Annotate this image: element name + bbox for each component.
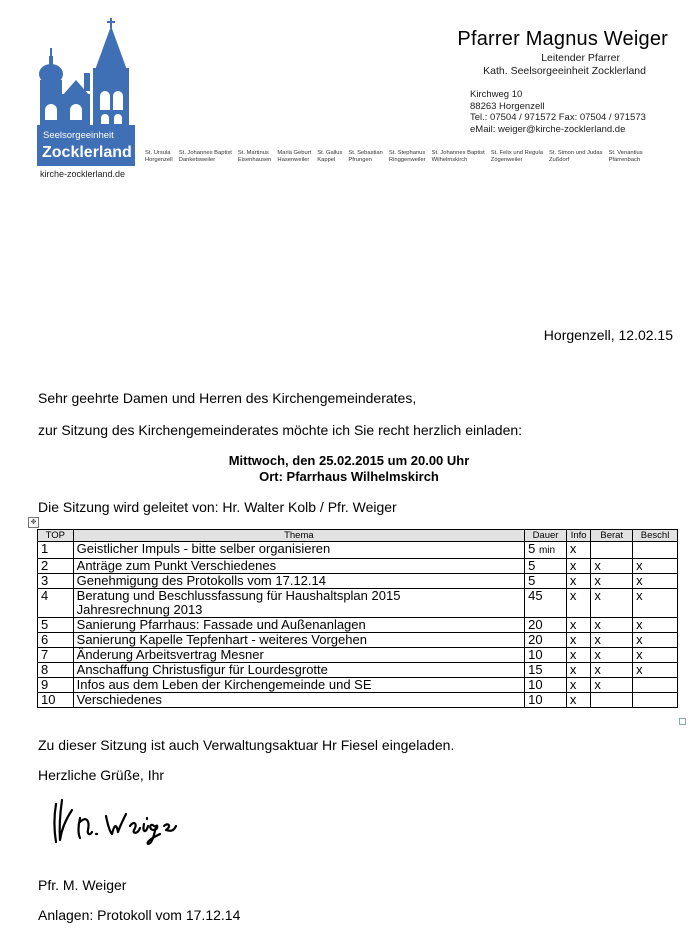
- cell-beschl: x: [633, 559, 678, 574]
- intro-text: zur Sitzung des Kirchengemeinderates möchte ich Sie recht herzlich einladen:: [38, 422, 523, 438]
- header-info: Info: [566, 530, 590, 542]
- parish-item: St. Venantius Pfärrenbach: [608, 150, 643, 163]
- cell-thema: Sanierung Pfarrhaus: Fassade und Außenanlagen: [73, 618, 524, 633]
- cell-info: x: [566, 589, 590, 618]
- cell-thema: Genehmigung des Protokolls vom 17.12.14: [73, 574, 524, 589]
- agenda-header-row: [38, 530, 678, 542]
- cell-beschl: x: [633, 663, 678, 678]
- parish-item: St. Sebastian Pfrungen: [348, 150, 383, 163]
- cell-berat: x: [591, 618, 633, 633]
- cell-beschl: [633, 693, 678, 708]
- parish-item: St. Johannes Baptist Wilhelmskirch: [431, 150, 485, 163]
- contact-phone: Tel.: 07504 / 971572 Fax: 07504 / 971573: [470, 112, 646, 123]
- parish-item: St. Felix und Regula Zögenweiler: [490, 150, 543, 163]
- contact-email: eMail: weiger@kirche-zocklerland.de: [470, 123, 626, 135]
- cell-dauer: 20: [525, 618, 567, 633]
- cell-info: x: [566, 542, 590, 559]
- parish-logo: [37, 18, 135, 166]
- cell-dauer: 45: [525, 589, 567, 618]
- letter-date: Horgenzell, 12.02.15: [543, 327, 673, 343]
- cell-thema: Verschiedenes: [73, 693, 524, 708]
- cell-top: 5: [38, 618, 74, 633]
- meeting-where: Ort: Pfarrhaus Wilhelmskirch: [259, 469, 439, 484]
- cell-beschl: x: [633, 633, 678, 648]
- parish-item: Mariä Geburt Hasenweiler: [277, 150, 312, 163]
- parish-item: St. Gallus Kappel: [317, 150, 343, 163]
- cell-top: 3: [38, 574, 74, 589]
- table-resize-handle[interactable]: [679, 718, 686, 725]
- parish-item: St. Martinus Eisenhausen: [237, 150, 272, 163]
- cell-top: 10: [38, 693, 74, 708]
- handwritten-signature: [50, 796, 180, 851]
- attachments: Anlagen: Protokoll vom 17.12.14: [38, 907, 241, 923]
- cell-thema: Infos aus dem Leben der Kirchengemeinde und SE: [73, 678, 524, 693]
- cell-top: 1: [38, 542, 74, 559]
- cell-berat: [591, 542, 633, 559]
- logo-line2: Zocklerland: [42, 144, 132, 161]
- cell-top: 6: [38, 633, 74, 648]
- cell-info: x: [566, 633, 590, 648]
- cell-info: x: [566, 574, 590, 589]
- closing: Herzliche Grüße, Ihr: [38, 767, 165, 783]
- cell-dauer: 10: [525, 693, 567, 708]
- sender-role: Leitender Pfarrer: [541, 52, 620, 64]
- signature-name: Pfr. M. Weiger: [38, 877, 127, 893]
- cell-info: x: [566, 678, 590, 693]
- cell-beschl: x: [633, 589, 678, 618]
- cell-info: x: [566, 663, 590, 678]
- contact-block: [470, 89, 646, 135]
- cell-berat: x: [591, 678, 633, 693]
- cell-berat: [591, 693, 633, 708]
- header-dauer: Dauer: [525, 530, 567, 542]
- agenda-table: [37, 529, 678, 708]
- header-berat: Berat: [591, 530, 633, 542]
- cell-info: x: [566, 648, 590, 663]
- cell-info: x: [566, 618, 590, 633]
- table-row: [38, 678, 678, 693]
- cell-beschl: x: [633, 574, 678, 589]
- table-row: [38, 618, 678, 633]
- cell-beschl: [633, 678, 678, 693]
- cell-thema: Sanierung Kapelle Tepfenhart - weiteres Vorgehen: [73, 633, 524, 648]
- cell-dauer: 20: [525, 633, 567, 648]
- cell-dauer: 5: [525, 559, 567, 574]
- table-row: [38, 559, 678, 574]
- cell-berat: x: [591, 574, 633, 589]
- sender-name: Pfarrer Magnus Weiger: [457, 28, 668, 50]
- table-row: [38, 589, 678, 618]
- table-row: [38, 693, 678, 708]
- cell-berat: x: [591, 663, 633, 678]
- sender-block: [338, 28, 668, 77]
- header-top: TOP: [38, 530, 74, 542]
- parish-item: St. Stephanus Ringgenweiler: [388, 150, 426, 163]
- table-move-handle-icon[interactable]: ✥: [28, 517, 39, 528]
- table-row: [38, 633, 678, 648]
- contact-city: 88263 Horgenzell: [470, 100, 545, 112]
- table-row: [38, 574, 678, 589]
- meeting-when: Mittwoch, den 25.02.2015 um 20.00 Uhr: [228, 453, 470, 468]
- contact-street: Kirchweg 10: [470, 89, 523, 100]
- cell-top: 8: [38, 663, 74, 678]
- table-row: [38, 648, 678, 663]
- table-row: [38, 542, 678, 559]
- cell-thema: Anschaffung Christusfigur für Lourdesgrotte: [73, 663, 524, 678]
- cell-beschl: x: [633, 648, 678, 663]
- cell-berat: x: [591, 589, 633, 618]
- led-by: Die Sitzung wird geleitet von: Hr. Walter Kolb / Pfr. Weiger: [38, 499, 397, 515]
- table-row: [38, 663, 678, 678]
- guest-note: Zu dieser Sitzung ist auch Verwaltungsaktuar Hr Fiesel eingeladen.: [38, 737, 455, 753]
- cell-top: 9: [38, 678, 74, 693]
- cell-info: x: [566, 559, 590, 574]
- cell-berat: x: [591, 559, 633, 574]
- logo-line1: Seelsorgeeinheit: [43, 130, 114, 141]
- parish-item: St. Ursula Horgenzell: [145, 150, 173, 163]
- cell-thema: Anträge zum Punkt Verschiedenes: [73, 559, 524, 574]
- cell-beschl: [633, 542, 678, 559]
- cell-berat: x: [591, 633, 633, 648]
- cell-beschl: x: [633, 618, 678, 633]
- header-thema: Thema: [73, 530, 524, 542]
- parish-item: St. Johannes Baptist Danketsweiler: [178, 150, 232, 163]
- cell-top: 2: [38, 559, 74, 574]
- cell-thema: Geistlicher Impuls - bitte selber organisieren: [73, 542, 524, 559]
- cell-dauer: 5 min: [525, 542, 567, 559]
- cell-thema: Änderung Arbeitsvertrag Mesner: [73, 648, 524, 663]
- parish-item: St. Simon und Judas Zußdorf: [549, 150, 603, 163]
- cell-top: 7: [38, 648, 74, 663]
- sender-org: Kath. Seelsorgeeinheit Zocklerland: [483, 65, 646, 77]
- cell-dauer: 10: [525, 648, 567, 663]
- cell-thema: Beratung und Beschlussfassung für Haushaltsplan 2015 Jahresrechnung 2013: [73, 589, 524, 618]
- cell-top: 4: [38, 589, 74, 618]
- salutation: Sehr geehrte Damen und Herren des Kirchengemeinderates,: [38, 390, 417, 406]
- parish-list: [145, 150, 649, 164]
- header-beschl: Beschl: [633, 530, 678, 542]
- cell-berat: x: [591, 648, 633, 663]
- cell-dauer: 5: [525, 574, 567, 589]
- cell-dauer: 15: [525, 663, 567, 678]
- cell-dauer: 10: [525, 678, 567, 693]
- logo-url: kirche-zocklerland.de: [40, 169, 126, 179]
- cell-info: x: [566, 693, 590, 708]
